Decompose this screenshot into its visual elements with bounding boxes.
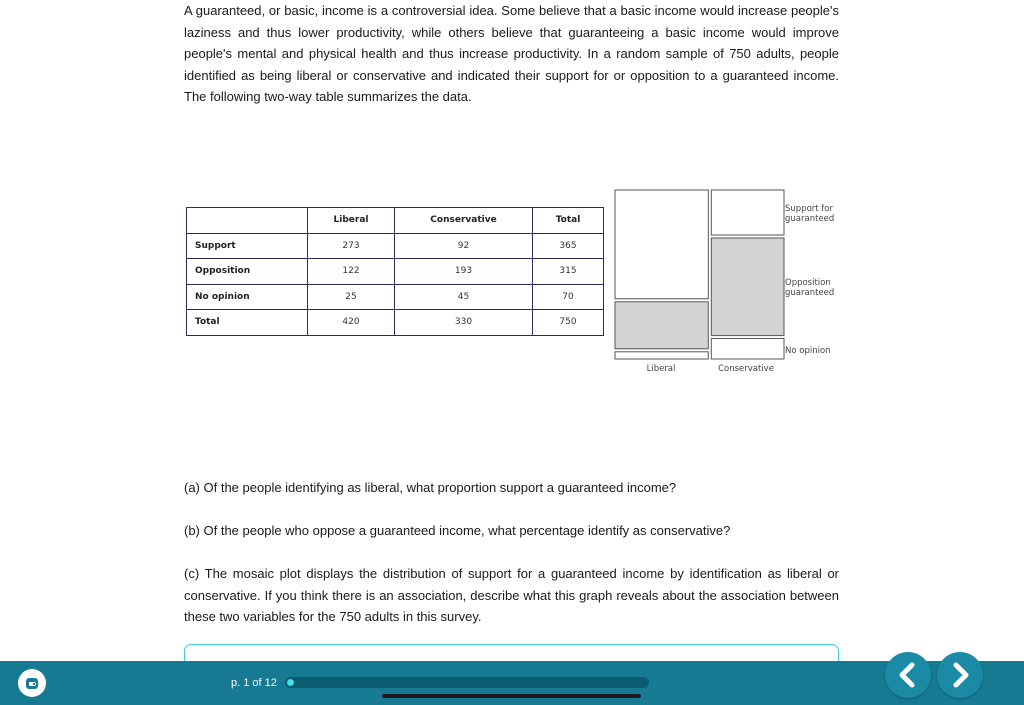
mosaic-legend-support-line2: guaranteed bbox=[785, 214, 835, 224]
column-header-total: Total bbox=[533, 208, 604, 234]
mosaic-legend-support-line1: Support for bbox=[785, 204, 833, 214]
mosaic-tile-opposition-conservative bbox=[711, 238, 784, 336]
next-page-button[interactable] bbox=[937, 652, 983, 698]
table-row bbox=[187, 233, 604, 259]
mosaic-x-label-liberal: Liberal bbox=[646, 364, 676, 374]
horizontal-scrollbar[interactable] bbox=[382, 694, 641, 698]
mosaic-tile-no-opinion-liberal bbox=[615, 352, 708, 359]
table-row bbox=[187, 259, 604, 285]
page-progress-track[interactable] bbox=[285, 677, 649, 688]
table-cell: 330 bbox=[395, 310, 533, 336]
column-header-conservative: Conservative bbox=[395, 208, 533, 234]
table-row bbox=[187, 310, 604, 336]
home-icon bbox=[18, 669, 46, 697]
column-header-liberal: Liberal bbox=[308, 208, 395, 234]
table-cell: 420 bbox=[308, 310, 395, 336]
mosaic-legend-opposition-line2: guaranteed bbox=[785, 288, 835, 298]
mosaic-tile-no-opinion-conservative bbox=[711, 339, 784, 360]
intro-paragraph: A guaranteed, or basic, income is a controversial idea. Some believe that a basic income would increase people's laziness and thus lower productivity, while others believe that guaranteeing a basic income would improve people's mental and physical health and thus increase productivity. In a random sample of 750 adults, people identified as being liberal or conservative and indicated their support for or opposition to a guaranteed income. The following two-way table summarizes the data. bbox=[184, 3, 839, 104]
table-cell: 750 bbox=[533, 310, 604, 336]
table-cell: 92 bbox=[395, 233, 533, 259]
question-c: (c) The mosaic plot displays the distribution of support for a guaranteed income by identification as liberal or conservative. If you think there is an association, describe what this graph reveals about the association between these two variables for the 750 adults in this survey. bbox=[184, 566, 839, 624]
row-label: Support bbox=[187, 233, 308, 259]
table-corner-cell bbox=[187, 208, 308, 234]
mosaic-x-label-conservative: Conservative bbox=[718, 364, 774, 374]
page-indicator: p. 1 of 12 bbox=[231, 677, 277, 689]
question-a: (a) Of the people identifying as liberal, what proportion support a guaranteed income? bbox=[184, 480, 677, 495]
table-cell: 25 bbox=[308, 284, 395, 310]
table-cell: 122 bbox=[308, 259, 395, 285]
table-cell: 45 bbox=[395, 284, 533, 310]
table-row bbox=[187, 284, 604, 310]
table-cell: 315 bbox=[533, 259, 604, 285]
mosaic-tile-support-liberal bbox=[615, 190, 708, 299]
question-b: (b) Of the people who oppose a guaranteed income, what percentage identify as conservative? bbox=[184, 523, 731, 538]
row-label: Opposition bbox=[187, 259, 308, 285]
mosaic-plot bbox=[610, 185, 850, 380]
chevron-left-icon bbox=[885, 652, 931, 698]
table-cell: 193 bbox=[395, 259, 533, 285]
mosaic-tile-opposition-liberal bbox=[615, 302, 708, 349]
mosaic-tile-support-conservative bbox=[711, 190, 784, 235]
mosaic-legend-opposition-line1: Opposition bbox=[785, 278, 831, 288]
chevron-right-icon bbox=[937, 652, 983, 698]
table-header-row bbox=[187, 208, 604, 234]
previous-page-button[interactable] bbox=[885, 652, 931, 698]
table-cell: 365 bbox=[533, 233, 604, 259]
table-cell: 273 bbox=[308, 233, 395, 259]
table-cell: 70 bbox=[533, 284, 604, 310]
row-label: Total bbox=[187, 310, 308, 336]
row-label: No opinion bbox=[187, 284, 308, 310]
mosaic-legend-no-opinion: No opinion bbox=[785, 346, 831, 356]
home-button[interactable] bbox=[18, 669, 46, 697]
page-progress-handle[interactable] bbox=[287, 679, 294, 686]
two-way-table bbox=[186, 207, 604, 336]
